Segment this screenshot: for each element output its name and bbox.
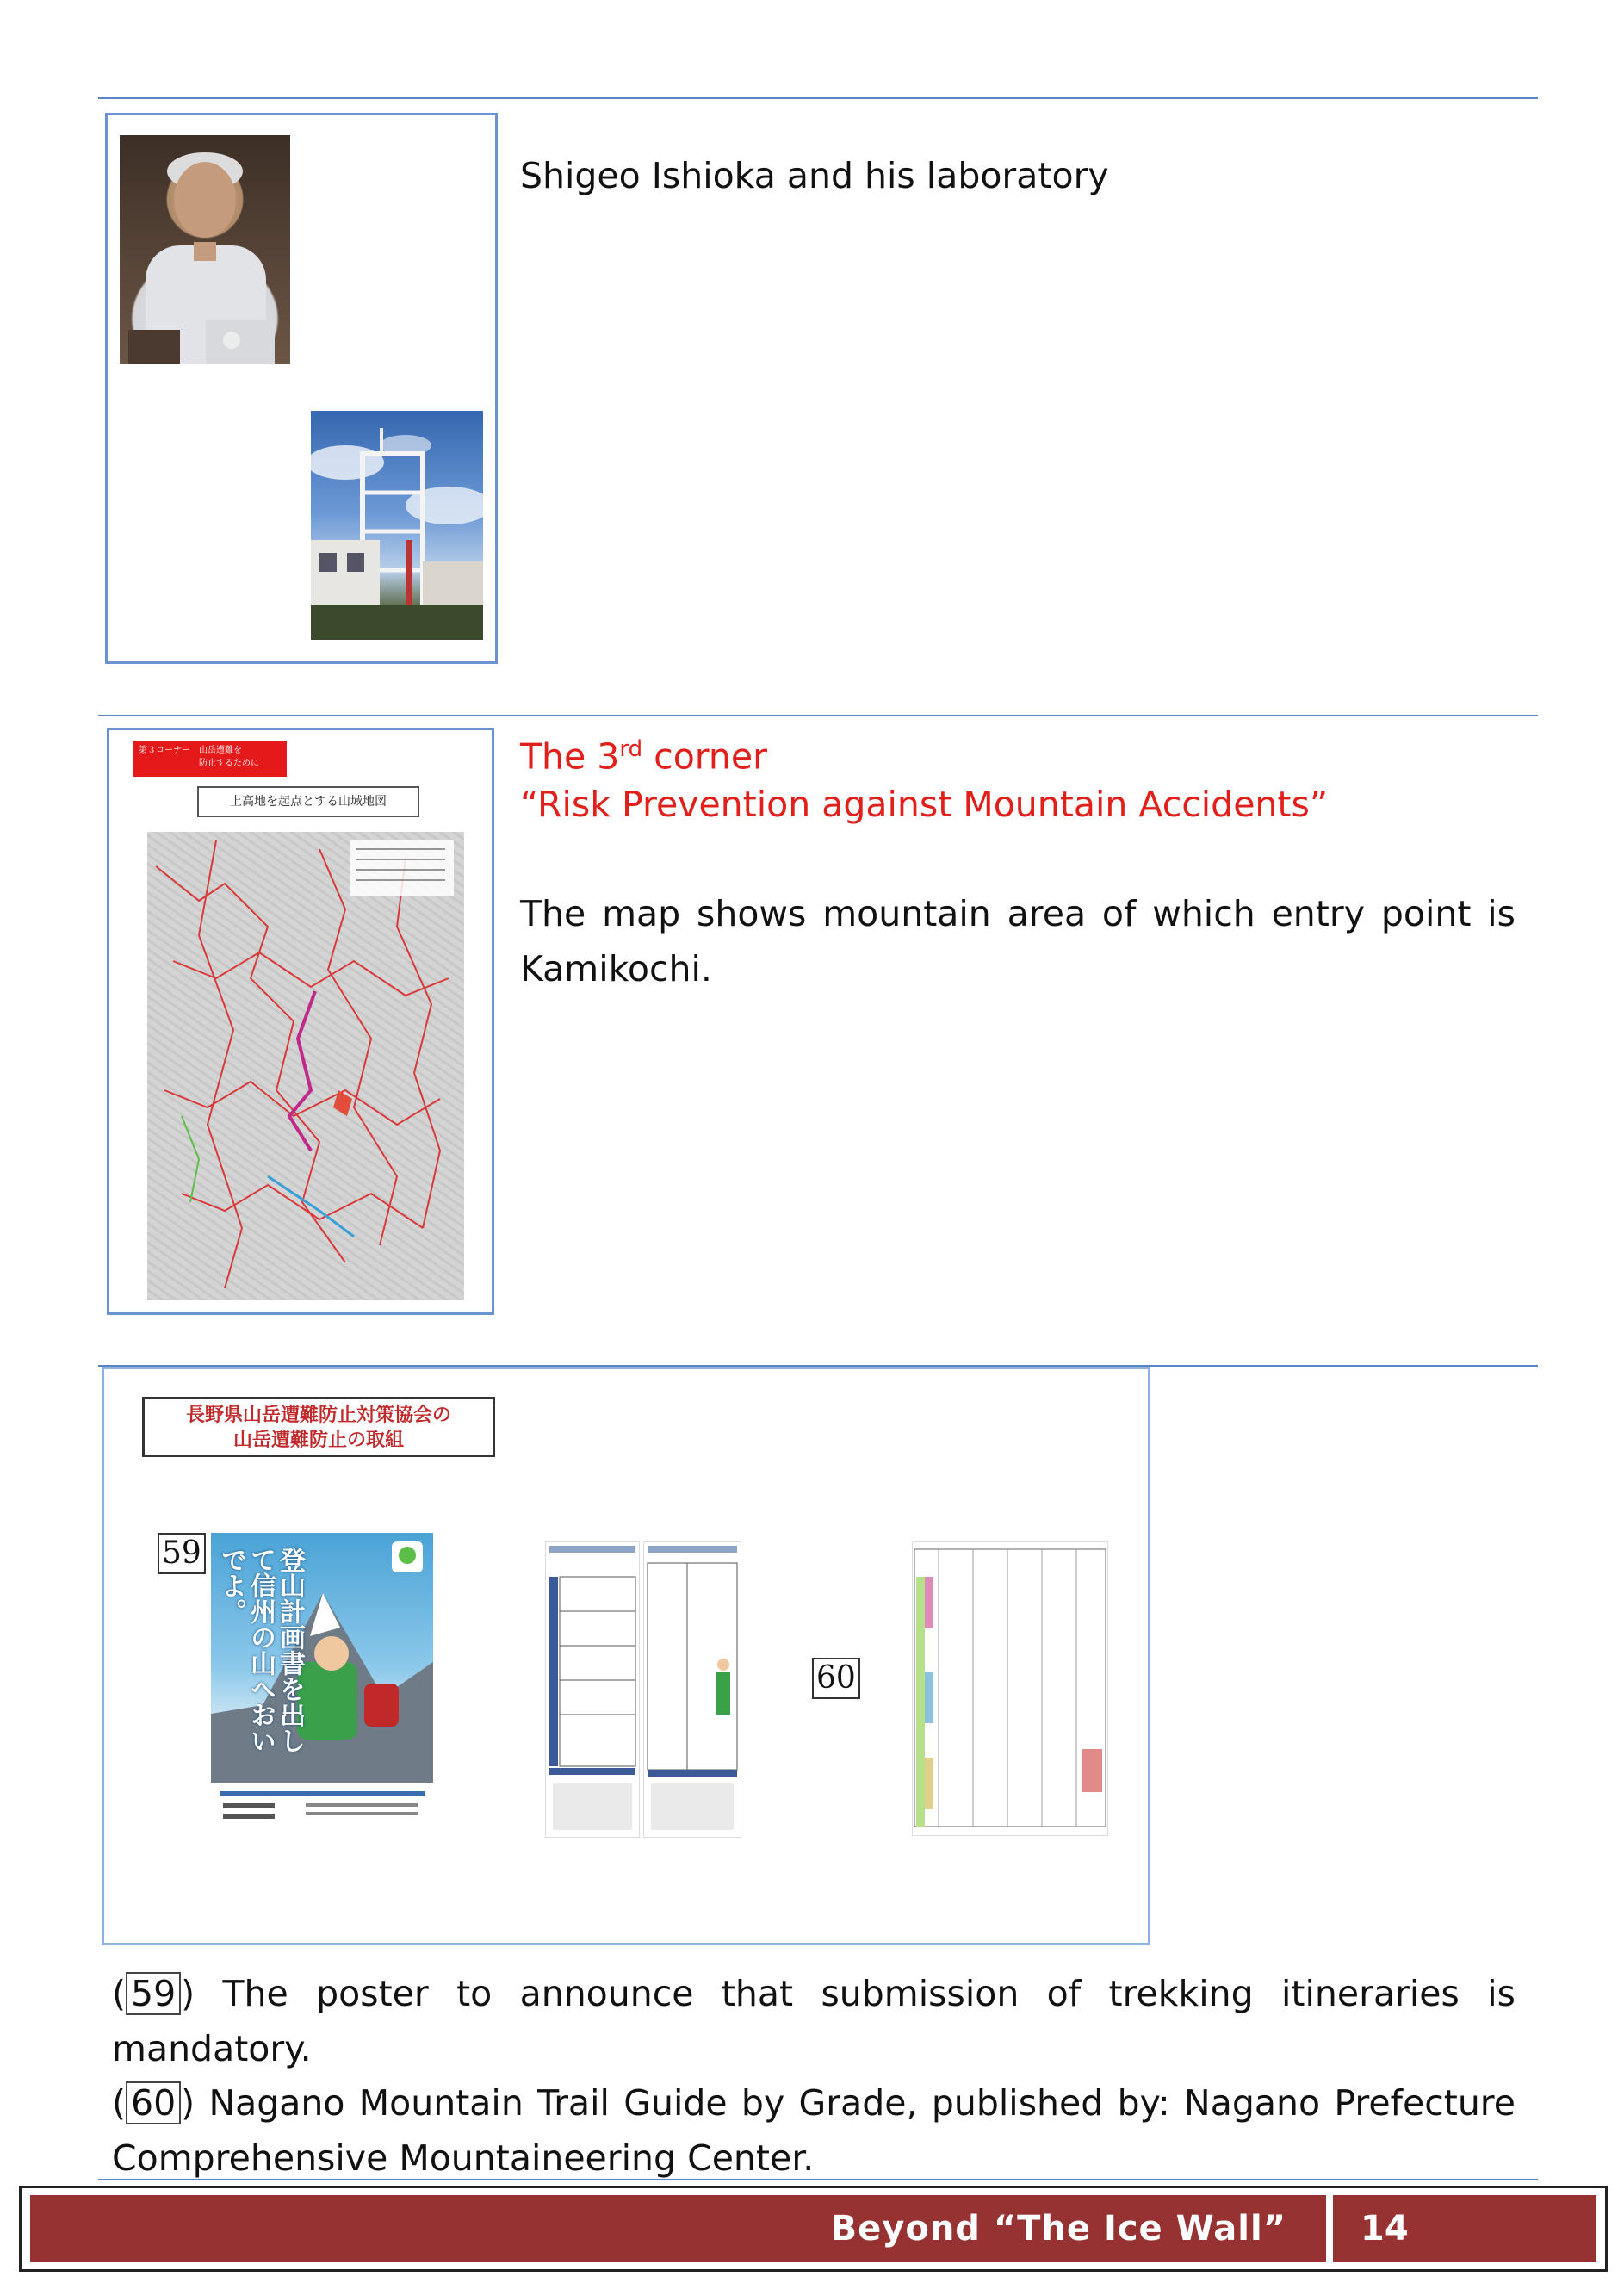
banner-line-2: 山岳遭難防止の取組	[232, 1430, 404, 1451]
page-footer	[19, 2186, 1608, 2272]
trail-grade-table-graphic	[913, 1542, 1107, 1835]
note-60-text: ) Nagano Mountain Trail Guide by Grade, published by: Nagano Prefecture Comprehensive Mountaineering Center.	[112, 2082, 1516, 2179]
note-60	[112, 2075, 1516, 2186]
laboratory-illustration	[311, 411, 483, 640]
note-59-text: ) The poster to announce that submission of trekking itineraries is mandatory.	[112, 1973, 1516, 2069]
footer-separator	[1326, 2195, 1333, 2262]
marker-59	[158, 1533, 206, 1574]
trail-grade-table	[912, 1541, 1108, 1836]
mountain-map	[147, 832, 464, 1300]
map-title-label: 上高地を起点とする山域地図	[197, 786, 419, 817]
top-rule	[98, 97, 1538, 99]
trekking-poster	[211, 1533, 433, 1831]
banner-line-1: 長野県山岳遭難防止対策協会の	[185, 1405, 451, 1426]
materials-banner	[142, 1397, 495, 1457]
laboratory-photo	[311, 411, 483, 640]
corner-title	[520, 722, 767, 785]
map-corner-header: 第３コーナー 山岳遭難を 防止するために	[133, 741, 287, 777]
rule-section-2	[98, 715, 1538, 716]
trail-guide-page-2	[643, 1541, 741, 1838]
trail-guide-page-2-graphic	[644, 1542, 741, 1837]
poster-title: 登山計画書を出して信州の山へおいでよ。	[216, 1547, 305, 1753]
corner-subtitle: “Risk Prevention against Mountain Accidents”	[520, 784, 1329, 825]
note-59-open: (	[112, 1973, 126, 2014]
trail-guide-page-1	[545, 1541, 640, 1838]
note-59-number: 59	[126, 1972, 181, 2015]
materials-frame	[102, 1367, 1150, 1945]
marker-60-label: 60	[812, 1658, 860, 1699]
footer-band	[30, 2195, 1596, 2262]
map-description: The map shows mountain area of which entry point is Kamikochi.	[520, 893, 1516, 989]
caption-ishioka: Shigeo Ishioka and his laboratory	[520, 155, 1109, 196]
marker-59-label: 59	[158, 1533, 206, 1574]
corner-title-prefix: The 3	[520, 735, 620, 778]
photo-frame-ishioka	[105, 113, 498, 664]
corner-title-sup: rd	[619, 736, 643, 762]
note-60-number: 60	[126, 2081, 181, 2124]
portrait-illustration	[120, 135, 290, 364]
rule-bottom	[98, 2179, 1538, 2180]
footer-title: Beyond “The Ice Wall”	[830, 2209, 1286, 2248]
portrait-photo	[120, 135, 290, 364]
page-number: 14	[1361, 2209, 1409, 2248]
corner-title-suffix: corner	[642, 735, 767, 778]
trail-guide-page-1-graphic	[546, 1542, 639, 1837]
note-59	[112, 1966, 1516, 2076]
map-frame	[107, 728, 494, 1315]
marker-60	[812, 1658, 860, 1699]
map-routes	[147, 832, 464, 1300]
note-60-open: (	[112, 2082, 126, 2124]
